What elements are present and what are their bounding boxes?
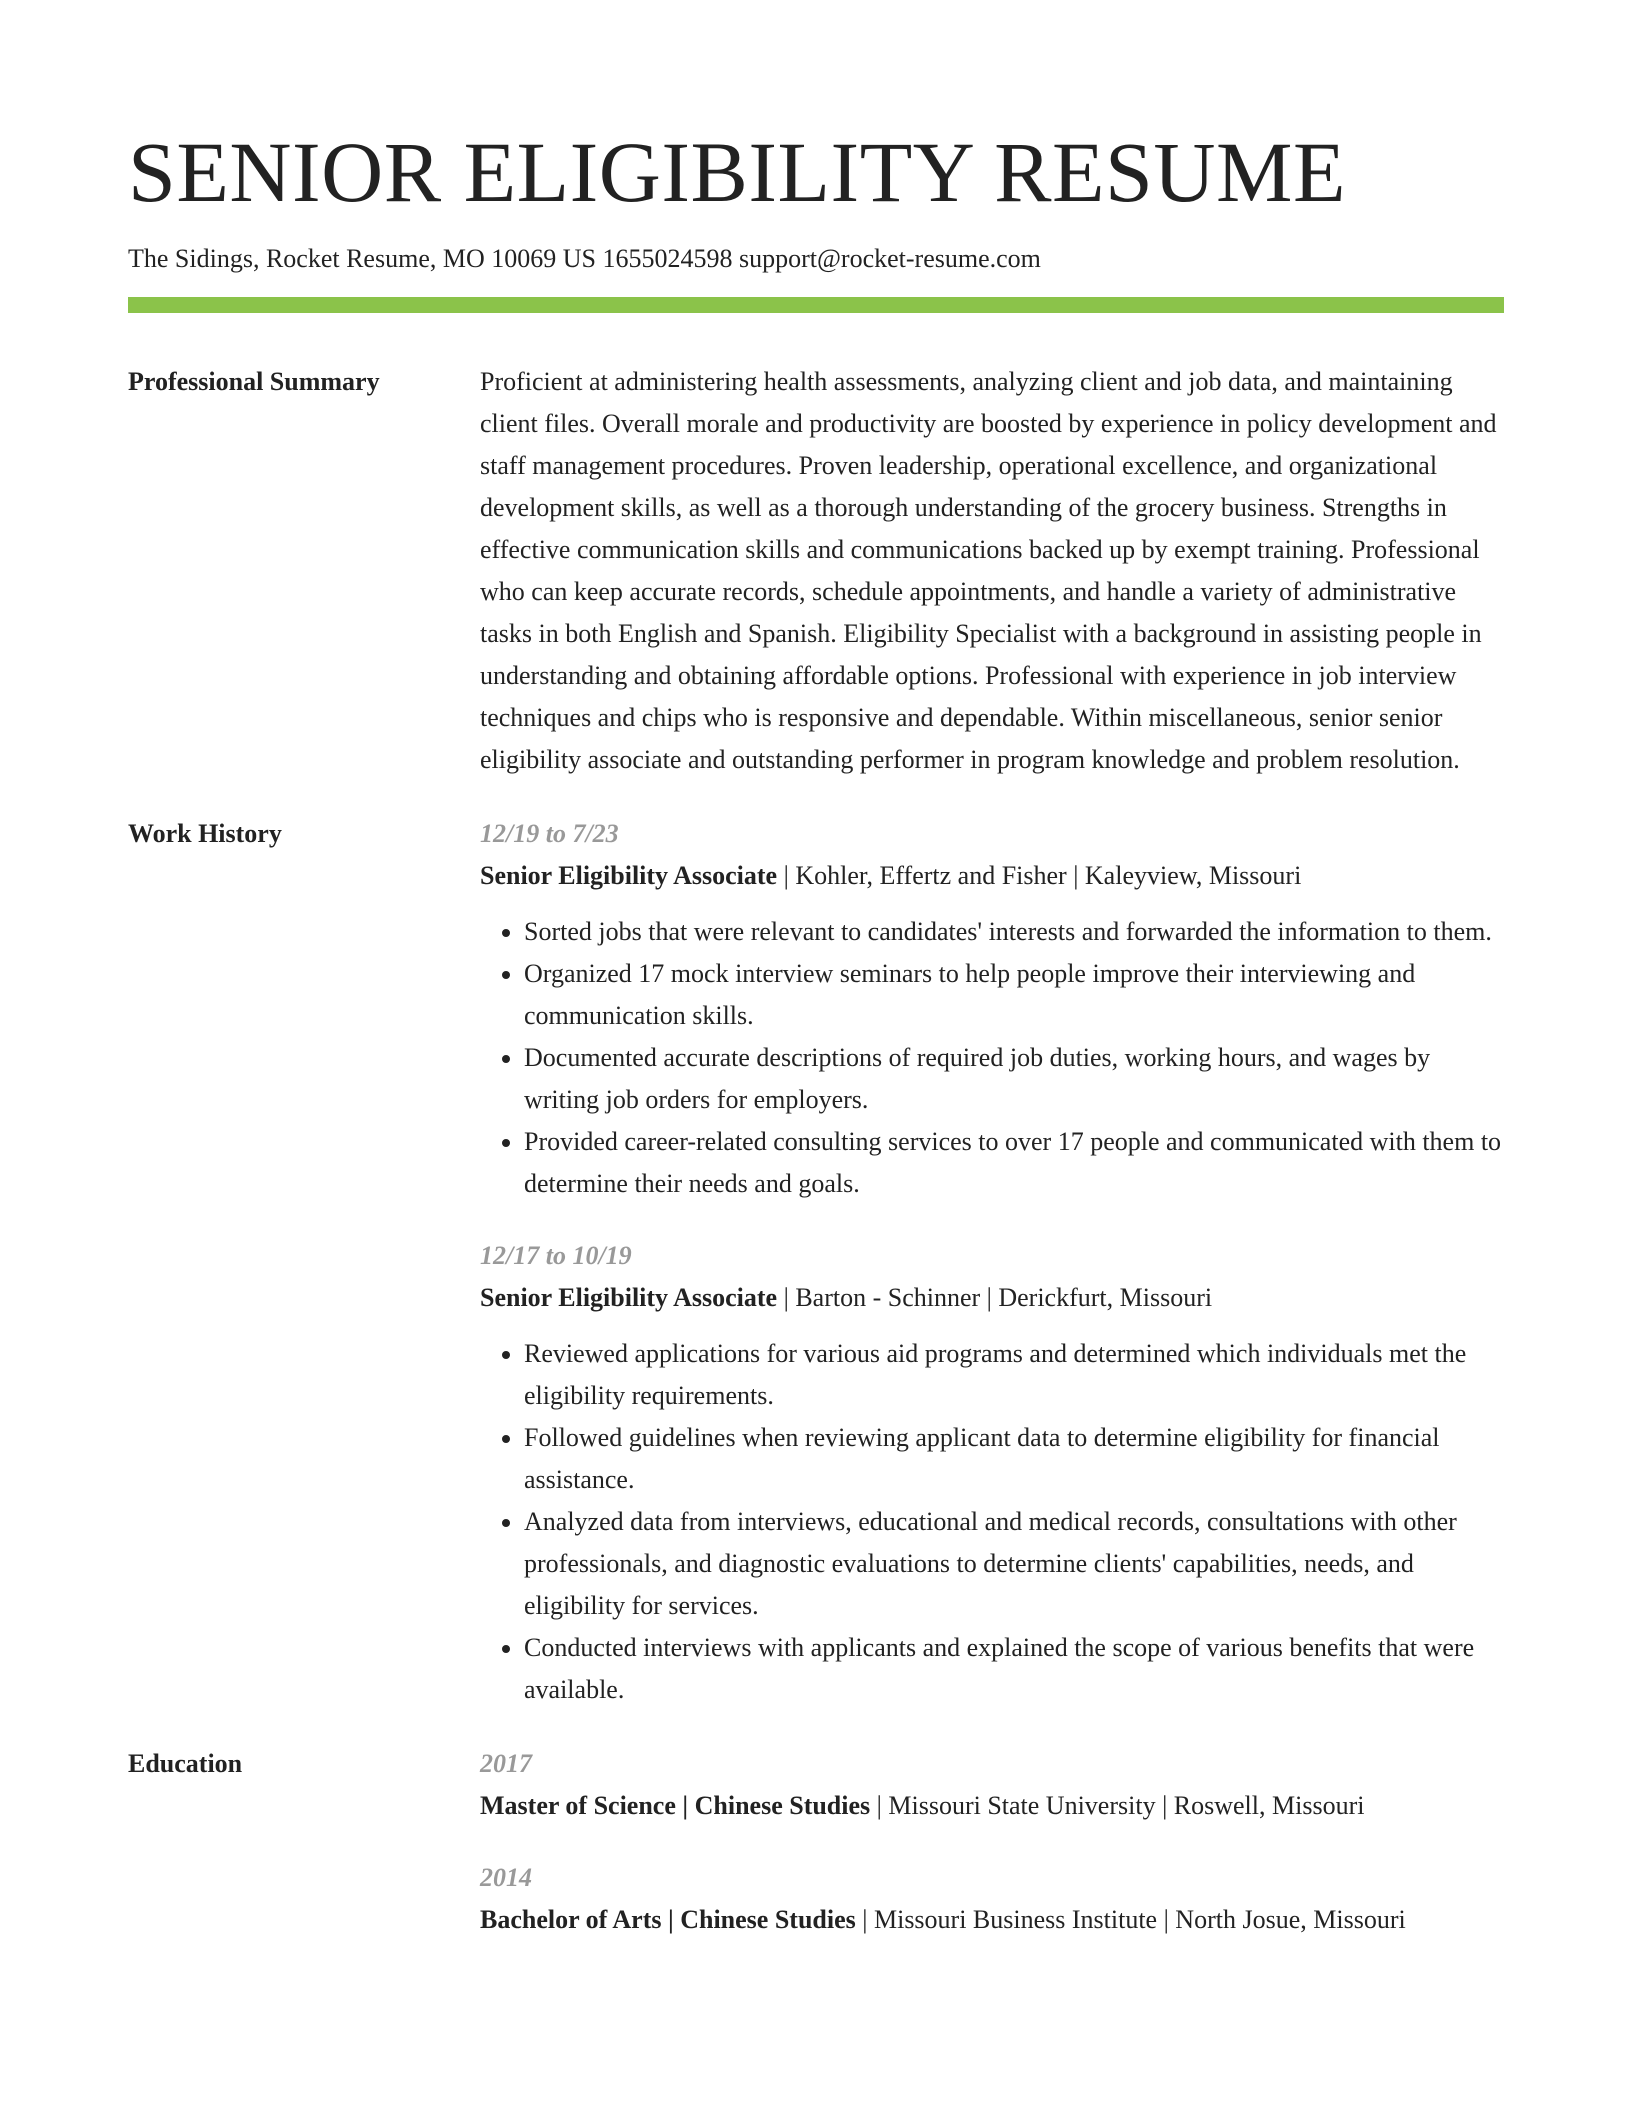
- degree-entry: [480, 1857, 1504, 1941]
- degree-details: | Missouri State University | Roswell, Missouri: [870, 1791, 1365, 1820]
- job-dates: 12/19 to 7/23: [480, 819, 619, 848]
- contact-line: The Sidings, Rocket Resume, MO 10069 US 1655024598 support@rocket-resume.com: [128, 244, 1041, 273]
- job-bullet: • Organized 17 mock interview seminars to help people improve their interviewing and communication skills.: [524, 953, 1504, 1037]
- degree-name: Master of Science | Chinese Studies: [480, 1791, 871, 1820]
- summary-section: [128, 361, 1504, 781]
- job-bullet: • Reviewed applications for various aid programs and determined which individuals met the eligibility requirements.: [524, 1333, 1504, 1417]
- job-bullet: • Followed guidelines when reviewing applicant data to determine eligibility for financial assistance.: [524, 1417, 1504, 1501]
- job-bullets: [480, 911, 1504, 1205]
- degree-details: | Missouri Business Institute | North Josue, Missouri: [855, 1905, 1406, 1934]
- education-body: [480, 1743, 1504, 1971]
- degree-year: 2014: [480, 1863, 532, 1892]
- job-line: [480, 1277, 1504, 1319]
- degree-line: [480, 1899, 1504, 1941]
- job-bullet: • Analyzed data from interviews, educational and medical records, consultations with other professionals, and diagnostic evaluations to determine clients' capabilities, needs, and eligibility for services.: [524, 1501, 1504, 1627]
- job-details: | Kohler, Effertz and Fisher | Kaleyview, Missouri: [777, 861, 1302, 890]
- resume-title: SENIOR ELIGIBILITY RESUME: [128, 124, 1346, 220]
- job-entry: [480, 813, 1504, 1205]
- work-history-section: [128, 813, 1504, 1711]
- degree-entry: [480, 1743, 1504, 1827]
- job-entry: [480, 1235, 1504, 1711]
- job-details: | Barton - Schinner | Derickfurt, Missouri: [777, 1283, 1213, 1312]
- job-bullet: • Documented accurate descriptions of required job duties, working hours, and wages by writing job orders for employers.: [524, 1037, 1504, 1121]
- degree-year: 2017: [480, 1749, 532, 1778]
- degree-name: Bachelor of Arts | Chinese Studies: [480, 1905, 856, 1934]
- summary-text: Proficient at administering health assessments, analyzing client and job data, and maintaining client files. Overall morale and productivity are boosted by experience in policy development and staff management procedures. Proven leadership, operational excellence, and organizational development skills, as well as a thorough understanding of the grocery business. Strengths in effective communication skills and communications backed up by exempt training. Professional who can keep accurate records, schedule appointments, and handle a variety of administrative tasks in both English and Spanish. Eligibility Specialist with a background in assisting people in understanding and obtaining affordable options. Professional with experience in job interview techniques and chips who is responsive and dependable. Within miscellaneous, senior senior eligibility associate and outstanding performer in program knowledge and problem resolution.: [480, 367, 1497, 774]
- job-bullet: • Sorted jobs that were relevant to candidates' interests and forwarded the information to them.: [524, 911, 1504, 953]
- job-bullet: • Conducted interviews with applicants and explained the scope of various benefits that were available.: [524, 1627, 1504, 1711]
- education-section: [128, 1743, 1504, 1971]
- job-bullet: • Provided career-related consulting services to over 17 people and communicated with them to determine their needs and goals.: [524, 1121, 1504, 1205]
- summary-body: [480, 361, 1504, 781]
- job-title: Senior Eligibility Associate: [480, 861, 778, 890]
- job-dates: 12/17 to 10/19: [480, 1241, 632, 1270]
- work-history-heading: Work History: [128, 819, 282, 848]
- job-line: [480, 855, 1504, 897]
- job-bullets: [480, 1333, 1504, 1711]
- summary-heading: Professional Summary: [128, 367, 380, 396]
- accent-divider: [128, 297, 1504, 313]
- job-title: Senior Eligibility Associate: [480, 1283, 778, 1312]
- work-history-body: [480, 813, 1504, 1711]
- degree-line: [480, 1785, 1504, 1827]
- education-heading: Education: [128, 1749, 243, 1778]
